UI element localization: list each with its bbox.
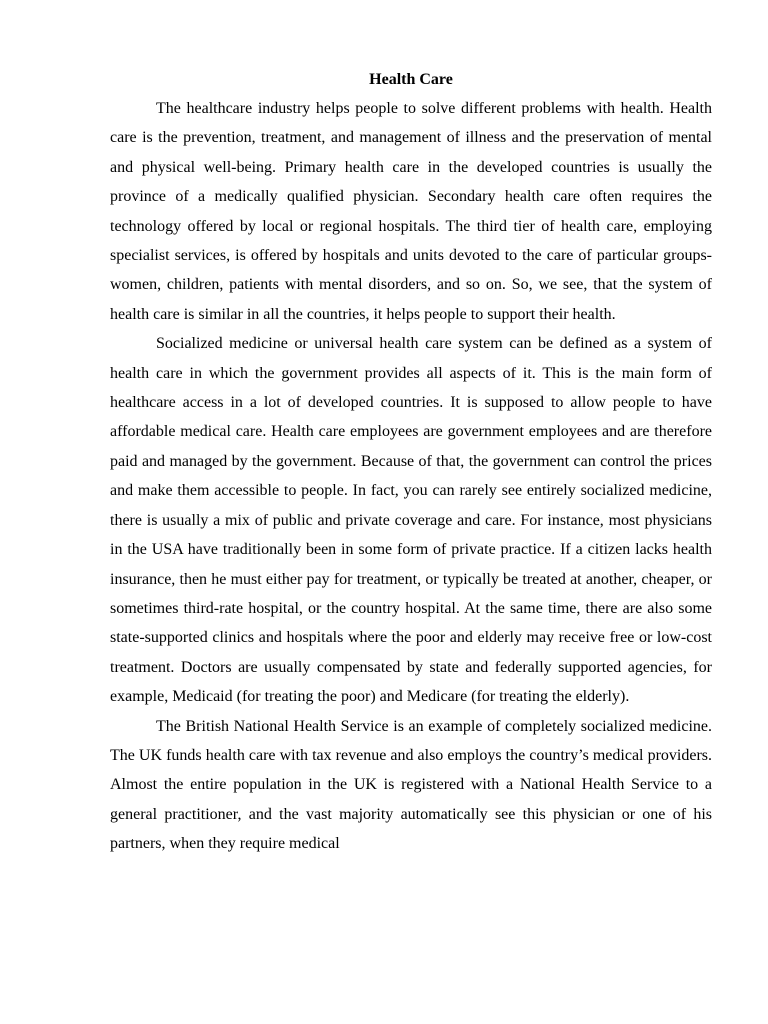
paragraph-3: The British National Health Service is an example of completely socialized medicine. The UK funds health care with tax revenue and also employs the country’s medical providers. Almost the entire population in the UK is registered with a National Health Service to a general practitioner, and the vast majority automatically see this physician or one of his partners, when they require medical <box>110 717 712 853</box>
paragraph-2: Socialized medicine or universal health care system can be defined as a system of health care in which the government provides all aspects of it. This is the main form of healthcare access in a lot of developed countries. It is supposed to allow people to have affordable medical care. Health care employees are government employees and are therefore paid and managed by the government. Because of that, the government can control the prices and make them accessible to people. In fact, you can rarely see entirely socialized medicine, there is usually a mix of public and private coverage and care. For instance, most physicians in the USA have traditionally been in some form of private practice. If a citizen lacks health insurance, then he must either pay for treatment, or typically be treated at another, cheaper, or sometimes third-rate hospital, or the country hospital. At the same time, there are also some state-supported clinics and hospitals where the poor and elderly may receive free or low-cost treatment. Doctors are usually compensated by state and federally supported agencies, for example, Medicaid (for treating the poor) and Medicare (for treating the elderly). <box>110 335 712 706</box>
document-body <box>110 66 712 859</box>
paragraph-1: The healthcare industry helps people to solve different problems with health. Health care is the prevention, treatment, and management of illness and the preservation of mental and physical well-being. Primary health care in the developed countries is usually the province of a medically qualified physician. Secondary health care often requires the technology offered by local or regional hospitals. The third tier of health care, employing specialist services, is offered by hospitals and units devoted to the care of particular groups-women, children, patients with mental disorders, and so on. So, we see, that the system of health care is similar in all the countries, it helps people to support their health. <box>110 100 712 323</box>
document-title: Health Care <box>369 71 453 88</box>
